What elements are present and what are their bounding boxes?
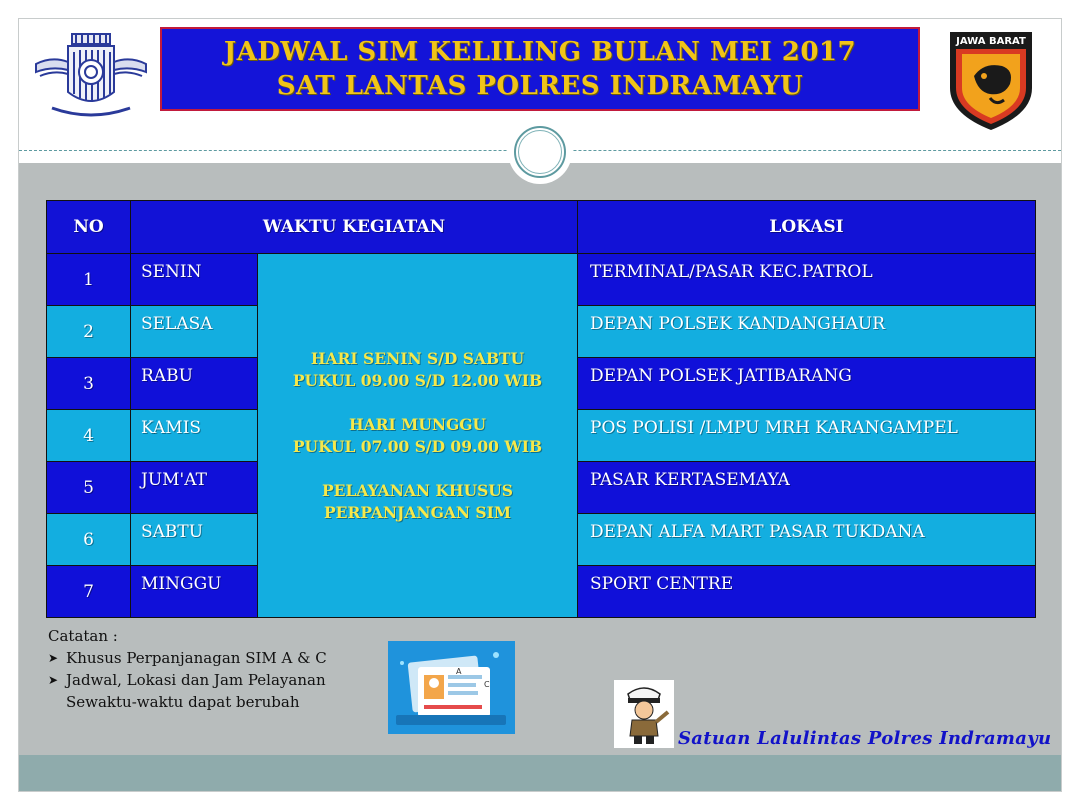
schedule-note-line: PELAYANAN KHUSUS: [321, 480, 514, 500]
page-subtitle: SAT LANTAS POLRES INDRAMAYU: [276, 71, 804, 101]
arrow-bullet-icon: ➤: [48, 651, 59, 665]
row-day: JUM'AT: [131, 462, 258, 514]
row-no: 2: [47, 306, 131, 358]
row-day: SENIN: [131, 254, 258, 306]
row-location: DEPAN ALFA MART PASAR TUKDANA: [578, 514, 1036, 566]
title-banner: [160, 27, 920, 111]
polda-jawa-barat-shield-icon: [944, 26, 1038, 134]
svg-text:C: C: [484, 680, 490, 689]
row-no: 6: [47, 514, 131, 566]
bottom-band: [19, 755, 1061, 791]
row-location: DEPAN POLSEK JATIBARANG: [578, 358, 1036, 410]
id-card-illustration-icon: [388, 641, 515, 734]
arrow-bullet-icon: ➤: [48, 673, 59, 687]
note-item: [48, 647, 378, 669]
footer-signature: Satuan Lalulintas Polres Indramayu: [678, 728, 1052, 749]
row-location: PASAR KERTASEMAYA: [578, 462, 1036, 514]
page-title: JADWAL SIM KELILING BULAN MEI 2017: [223, 37, 857, 67]
schedule-note-line: HARI SENIN S/D SABTU: [310, 348, 525, 368]
schedule-note-line: PERPANJANGAN SIM: [323, 502, 512, 522]
header-waktu: WAKTU KEGIATAN: [131, 201, 578, 254]
schedule-note-line: HARI MUNGGU: [348, 414, 487, 434]
shield-label: JAWA BARAT: [956, 36, 1026, 47]
notes-title: Catatan :: [48, 627, 118, 645]
schedule-note-line: PUKUL 09.00 S/D 12.00 WIB: [292, 370, 543, 390]
schedule-table: [46, 200, 1036, 618]
circle-ornament-icon: [508, 120, 572, 184]
schedule-note-line: PUKUL 07.00 S/D 09.00 WIB: [292, 436, 543, 456]
row-no: 1: [47, 254, 131, 306]
row-day: KAMIS: [131, 410, 258, 462]
row-day: MINGGU: [131, 566, 258, 618]
svg-text:A: A: [456, 667, 462, 676]
row-no: 7: [47, 566, 131, 618]
row-no: 4: [47, 410, 131, 462]
row-location: TERMINAL/PASAR KEC.PATROL: [578, 254, 1036, 306]
korlantas-emblem-icon: [32, 26, 150, 122]
row-no: 5: [47, 462, 131, 514]
schedule-note-cell: [258, 254, 578, 618]
row-day: SABTU: [131, 514, 258, 566]
note-text: Khusus Perpanjanagan SIM A & C: [66, 649, 327, 667]
note-item: [48, 669, 378, 691]
note-text-continued: Sewaktu-waktu dapat berubah: [66, 693, 300, 711]
police-mascot-icon: [614, 680, 674, 748]
table-header-row: [47, 201, 1036, 254]
row-location: SPORT CENTRE: [578, 566, 1036, 618]
row-day: SELASA: [131, 306, 258, 358]
notes-section: [48, 625, 378, 713]
row-location: POS POLISI /LMPU MRH KARANGAMPEL: [578, 410, 1036, 462]
header-lokasi: LOKASI: [578, 201, 1036, 254]
row-day: RABU: [131, 358, 258, 410]
note-text: Jadwal, Lokasi dan Jam Pelayanan: [66, 671, 326, 689]
row-no: 3: [47, 358, 131, 410]
row-location: DEPAN POLSEK KANDANGHAUR: [578, 306, 1036, 358]
table-row: [47, 254, 1036, 306]
header-no: NO: [47, 201, 131, 254]
